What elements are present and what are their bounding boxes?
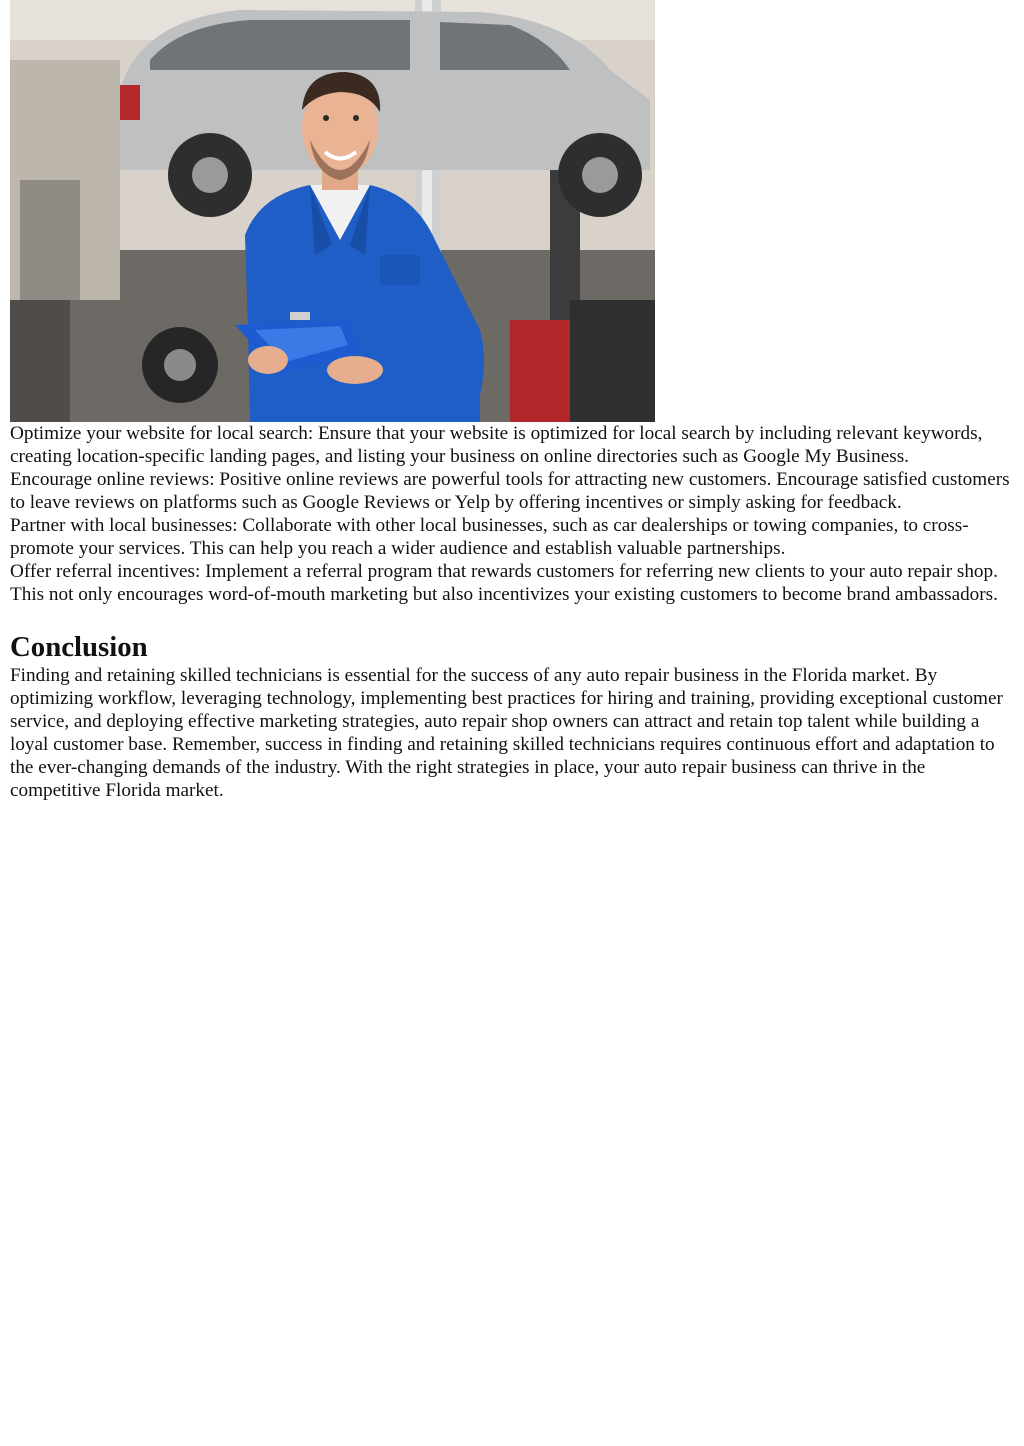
paragraph-local-partners: Partner with local businesses: Collaborate with other local businesses, such as car dealerships or towing companies, to cross-promote your services. This can help you reach a wider audience and establish valuable partnerships.	[10, 515, 969, 559]
paragraph-local-search: Optimize your website for local search: Ensure that your website is optimized for local search by including relevant keywords, creating location-specific landing pages, and listing your business on online directories such as Google My Business.	[10, 423, 983, 467]
paragraph-referral: Offer referral incentives: Implement a referral program that rewards customers for referring new clients to your auto repair shop. This not only encourages word-of-mouth marketing but also incentivizes your existing customers to become brand ambassadors.	[10, 561, 998, 605]
mechanic-photo	[10, 0, 655, 422]
conclusion-heading: Conclusion	[10, 631, 148, 663]
paragraph-conclusion: Finding and retaining skilled technicians is essential for the success of any auto repair business in the Florida market. By optimizing workflow, leveraging technology, implementing best practices for hiring and training, providing exceptional customer service, and deploying effective marketing strategies, auto repair shop owners can attract and retain top talent while building a loyal customer base. Remember, success in finding and retaining skilled technicians requires continuous effort and adaptation to the ever-changing demands of the industry. With the right strategies in place, your auto repair business can thrive in the competitive Florida market.	[10, 665, 1003, 801]
paragraph-online-reviews: Encourage online reviews: Positive online reviews are powerful tools for attracting new customers. Encourage satisfied customers to leave reviews on platforms such as Google Reviews or Yelp by offering incentives or simply asking for feedback.	[10, 469, 1010, 513]
article-content	[10, 0, 1014, 802]
